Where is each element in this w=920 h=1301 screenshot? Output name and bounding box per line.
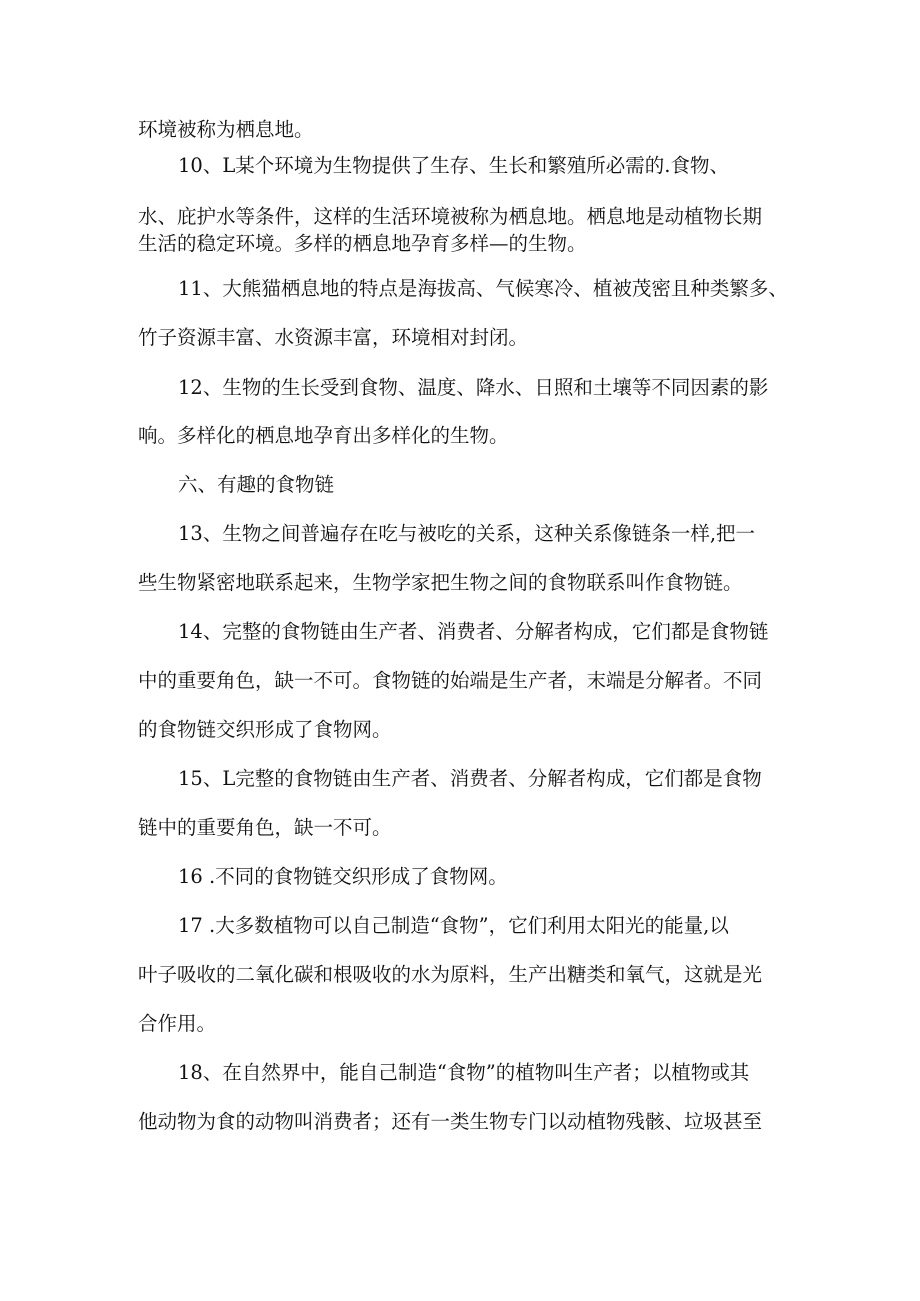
text-line: 链中的重要角色，缺一不可。 bbox=[138, 816, 392, 839]
text-line: 些生物紧密地联系起来，生物学家把生物之间的食物联系叫作食物链。 bbox=[138, 571, 743, 594]
text-line: 中的重要角色，缺一不可。食物链的始端是生产者，末端是分解者。不同 bbox=[138, 669, 763, 692]
section-heading: 六、有趣的食物链 bbox=[178, 473, 335, 496]
text-line: 11、大熊猫栖息地的特点是海拔高、气候寒冷、植被茂密且种类繁多、 bbox=[178, 277, 788, 300]
text-line: 18、在自然界中，能自己制造“食物”的植物叫生产者；以植物或其 bbox=[178, 1061, 750, 1084]
text-line: 生活的稳定环境。多样的栖息地孕育多样—的生物。 bbox=[138, 232, 587, 255]
text-line: 响。多样化的栖息地孕育出多样化的生物。 bbox=[138, 424, 509, 447]
text-line: 13、生物之间普遍存在吃与被吃的关系，这种关系像链条一样,把一 bbox=[178, 522, 756, 545]
text-line: 的食物链交织形成了食物网。 bbox=[138, 718, 392, 741]
text-line: 14、完整的食物链由生产者、消费者、分解者构成，它们都是食物链 bbox=[178, 620, 769, 643]
text-line: 10、L某个环境为生物提供了生存、生长和繁殖所必需的.食物、 bbox=[178, 154, 729, 177]
text-line: 水、庇护水等条件，这样的生活环境被称为栖息地。栖息地是动植物长期 bbox=[138, 205, 763, 228]
text-line: 他动物为食的动物叫消费者；还有一类生物专门以动植物残骸、垃圾甚至 bbox=[138, 1110, 763, 1133]
text-line: 竹子资源丰富、水资源丰富，环境相对封闭。 bbox=[138, 326, 529, 349]
text-line: 环境被称为栖息地。 bbox=[138, 118, 314, 141]
text-line: 叶子吸收的二氧化碳和根吸收的水为原料，生产出糖类和氧气，这就是光 bbox=[138, 963, 763, 986]
text-line: 15、L完整的食物链由生产者、消费者、分解者构成，它们都是食物 bbox=[178, 767, 762, 790]
text-line: 17 .大多数植物可以自己制造“食物”，它们利用太阳光的能量,以 bbox=[178, 914, 729, 937]
text-line: 16 .不同的食物链交织形成了食物网。 bbox=[178, 865, 508, 888]
text-line: 12、生物的生长受到食物、温度、降水、日照和土壤等不同因素的影 bbox=[178, 376, 769, 399]
text-line: 合作用。 bbox=[138, 1012, 217, 1035]
